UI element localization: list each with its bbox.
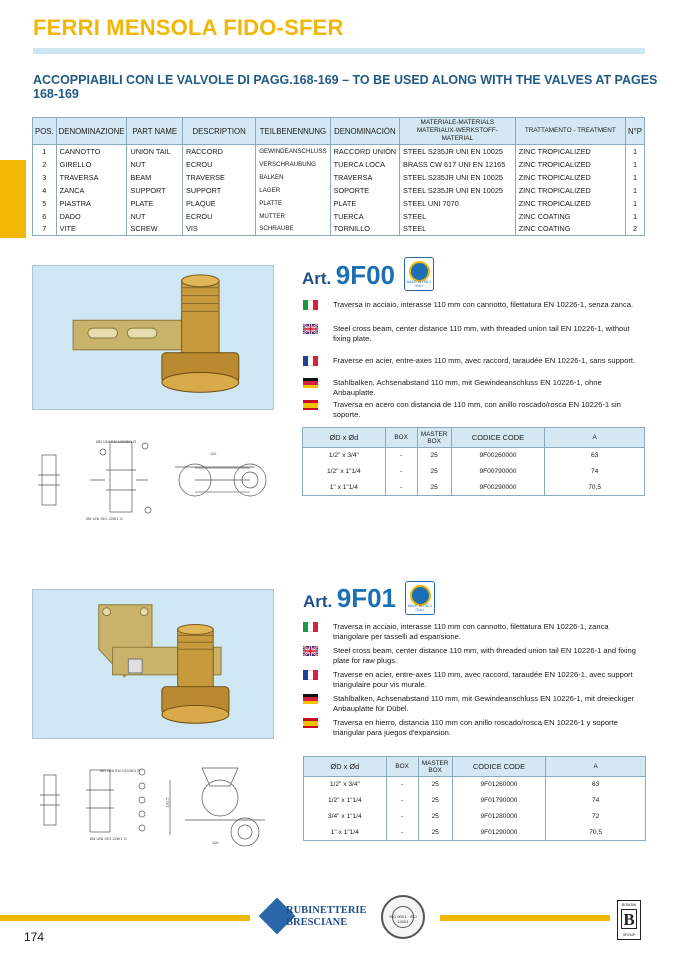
table-row: [303, 464, 645, 480]
table-cell: 9F01280000: [452, 809, 546, 825]
table-cell: NUT: [127, 158, 183, 171]
made-in-italy-badge: [404, 257, 434, 291]
table-cell: 72: [546, 809, 646, 825]
table-cell: 74: [545, 464, 645, 480]
technical-drawing-9f00: [30, 430, 276, 530]
group-logo-bottom: GROUP: [622, 933, 636, 937]
table-cell: PLATE: [127, 197, 183, 210]
col-header: A: [546, 757, 646, 777]
table-cell: 9F00290000: [451, 480, 545, 496]
col-header: BOX: [385, 428, 417, 448]
table-cell: -: [385, 480, 417, 496]
table-row: [304, 793, 646, 809]
table-cell: 1/2" x 3/4": [304, 777, 387, 793]
table-cell: BRASS CW 617 UNI EN 12165: [400, 158, 516, 171]
col-header: DESCRIPTION: [183, 118, 256, 145]
art-label: Art.: [303, 592, 333, 611]
table-row: [303, 448, 645, 464]
article-code: 9F00: [335, 260, 395, 290]
col-header: TEILBENENNUNG: [256, 118, 330, 145]
table-cell: SCREW: [127, 223, 183, 236]
table-cell: UNION TAIL: [127, 145, 183, 158]
table-cell: STEEL: [400, 210, 516, 223]
technical-drawing-9f01: [30, 760, 276, 852]
article-heading-9f00: [302, 260, 395, 291]
table-cell: CANNOTTO: [56, 145, 127, 158]
table-cell: ZINC TROPICALIZED: [515, 197, 625, 210]
footer-bar-left: [0, 915, 250, 921]
col-header: BOX: [386, 757, 418, 777]
table-cell: ZINC TROPICALIZED: [515, 158, 625, 171]
france-flag-icon: [303, 356, 318, 366]
descriptions-9f00: Traversa in acciaio, interasse 110 mm con cannotto, filettatura EN 10226-1, senza zanca. Steel cross beam, center distance 110 mm, with threaded union tail EN 10226-1, without fixing plate. Fraverse en acier, entre-axes 110 mm, avec raccord, taraudée EN 10226-1, sans support. Stahlbalken, Achsenabstand 110 mm, mit Gewindeanschluss EN 10226-1, ohne Anbauplatte. Traversa en acero con distancia de 110 mm, con anillo roscado/rosca EN 10226-1 sin soporte.: [303, 300, 646, 420]
table-cell: ECROU: [183, 210, 256, 223]
table-cell: 1" x 1"1/4: [304, 825, 387, 841]
table-cell: LAGER: [256, 184, 330, 197]
table-cell: 25: [417, 464, 451, 480]
table-cell: 70,5: [545, 480, 645, 496]
table-cell: BEAM: [127, 171, 183, 184]
uk-flag-icon: [303, 324, 318, 334]
col-header: MATERIALE-MATERIALS MATERIAUX-WERKSTOFF- MATERIAL: [400, 118, 516, 145]
col-header: MASTER BOX: [417, 428, 451, 448]
table-cell: 1: [626, 171, 645, 184]
table-cell: MUTTER: [256, 210, 330, 223]
table-cell: 63: [545, 448, 645, 464]
table-cell: PIASTRA: [56, 197, 127, 210]
table-cell: 1: [33, 145, 57, 158]
codes-table-9f01: [303, 756, 646, 841]
germany-flag-icon: [303, 378, 318, 388]
table-cell: -: [386, 825, 418, 841]
col-header: CODICE CODE: [452, 757, 546, 777]
table-cell: -: [386, 793, 418, 809]
col-header: MASTER BOX: [418, 757, 452, 777]
table-cell: 3/4" x 1"1/4: [304, 809, 387, 825]
footer-bar-right: [440, 915, 610, 921]
product-photo-9f01: [32, 589, 274, 739]
table-cell: 1/2" x 1"1/4: [304, 793, 387, 809]
drawing-label-thread-top: ØD UNI EN 10226/1 R: [96, 439, 137, 444]
table-cell: -: [386, 809, 418, 825]
title-underline: [33, 48, 645, 54]
table-cell: -: [385, 464, 417, 480]
table-cell: SOPORTE: [330, 184, 399, 197]
article-code: 9F01: [336, 583, 396, 613]
col-header: TRATTAMENTO - TREATMENT: [515, 118, 625, 145]
table-row: [33, 184, 645, 197]
parts-table: [32, 117, 645, 236]
table-cell: RACCORD: [183, 145, 256, 158]
table-cell: 1: [626, 184, 645, 197]
iso-certification-seal: [381, 895, 425, 939]
table-cell: TUERCA: [330, 210, 399, 223]
italy-flag-icon: [303, 300, 318, 310]
france-flag-icon: [303, 670, 318, 680]
table-cell: SUPPORT: [127, 184, 183, 197]
drawing-label-thread-bottom: Ød UNI ISO 228/1 G: [86, 516, 123, 521]
col-header: DENOMINACIÓN: [330, 118, 399, 145]
table-cell: 4: [33, 184, 57, 197]
table-cell: 1/2" x 3/4": [303, 448, 386, 464]
descriptions-9f01: Traversa in acciaio, interasse 110 mm con cannotto, filettatura EN 10226-1, zanca triangolare per tasselli ad espansione. Steel cross beam, center distance 110 mm, with threaded union tail EN 10226-1 and fixing plate for raw plugs. Traverse en acier, entre-axes 110 mm, avec raccord, taraudée EN 10226-1, avec support triangulaire pour vis murale. Stahlbalken, Achsenabstand 110 mm, mit Gewindeanschluss EN 10226-1, mit dreieckiger Anbauplatte für Dübel. Traversa en hierro, distancia 110 mm con anillo roscado/rosca EN 10226-1 y soporte triangular para juegos d'expansion.: [303, 622, 646, 742]
table-row: [304, 825, 646, 841]
table-cell: 25: [417, 448, 451, 464]
table-row: [33, 145, 645, 158]
seal-caption: ISO 9001 · ISO 14001: [389, 914, 417, 924]
table-cell: TORNILLO: [330, 223, 399, 236]
table-cell: 1: [626, 197, 645, 210]
table-cell: STEEL S235JR UNI EN 10025: [400, 184, 516, 197]
table-cell: 1: [626, 145, 645, 158]
table-cell: BALKEN: [256, 171, 330, 184]
col-header: PART NAME: [127, 118, 183, 145]
article-heading-9f01: [303, 583, 396, 614]
table-cell: ECROU: [183, 158, 256, 171]
section-tab: [0, 160, 26, 238]
group-logo: [617, 900, 641, 940]
table-row: [33, 223, 645, 236]
table-cell: ZINC TROPICALIZED: [515, 184, 625, 197]
table-row: [304, 777, 646, 793]
table-cell: RACCORD UNION: [330, 145, 399, 158]
uk-flag-icon: [303, 646, 318, 656]
table-cell: TRAVERSA: [56, 171, 127, 184]
brand-line-1: RUBINETTERIE: [286, 905, 367, 916]
table-cell: 2: [626, 223, 645, 236]
table-cell: 3: [33, 171, 57, 184]
drawing-label-height: 102.5: [164, 797, 170, 808]
table-cell: STEEL: [400, 223, 516, 236]
group-logo-top: BONOMI: [621, 903, 637, 907]
table-cell: 9F01260000: [452, 777, 546, 793]
table-cell: ZINC TROPICALIZED: [515, 171, 625, 184]
table-cell: SCHRAUBE: [256, 223, 330, 236]
table-cell: 25: [418, 809, 452, 825]
table-cell: PLAQUE: [183, 197, 256, 210]
table-row: [33, 210, 645, 223]
col-header: DENOMINAZIONE: [56, 118, 127, 145]
table-cell: ZANCA: [56, 184, 127, 197]
table-cell: TUERCA LOCA: [330, 158, 399, 171]
table-cell: 5: [33, 197, 57, 210]
table-cell: 25: [418, 793, 452, 809]
drawing-label-thread-bottom: Ød UNI ISO 228/1 G: [90, 836, 127, 841]
table-cell: 9F01790000: [452, 793, 546, 809]
table-cell: 25: [418, 825, 452, 841]
made-in-italy-badge: [405, 581, 435, 615]
col-header: ØD x Ød: [304, 757, 387, 777]
spain-flag-icon: [303, 718, 318, 728]
col-header: POS.: [33, 118, 57, 145]
brand-logo: [262, 898, 374, 938]
page-subtitle: ACCOPPIABILI CON LE VALVOLE DI PAGG.168-169 – TO BE USED ALONG WITH THE VALVES AT PAGES 168-169: [33, 73, 658, 101]
table-cell: STEEL S235JR UNI EN 10025: [400, 145, 516, 158]
table-cell: -: [386, 777, 418, 793]
drawing-label-dimension: 110: [212, 840, 219, 845]
globe-icon: [409, 261, 430, 282]
table-cell: VITE: [56, 223, 127, 236]
table-cell: STEEL S235JR UNI EN 10025: [400, 171, 516, 184]
table-cell: GIRELLO: [56, 158, 127, 171]
table-cell: 25: [418, 777, 452, 793]
table-cell: 25: [417, 480, 451, 496]
table-cell: 9F01290000: [452, 825, 546, 841]
table-cell: DADO: [56, 210, 127, 223]
table-cell: -: [385, 448, 417, 464]
table-row: [33, 197, 645, 210]
codes-table-9f00: [302, 427, 645, 496]
table-cell: ZINC COATING: [515, 210, 625, 223]
table-cell: PLATTE: [256, 197, 330, 210]
table-cell: 70,5: [546, 825, 646, 841]
col-header: CODICE CODE: [451, 428, 545, 448]
drawing-label-dimension: 110: [210, 451, 217, 456]
page-title: FERRI MENSOLA FIDO-SFER: [33, 15, 344, 40]
table-cell: 1" x 1"1/4: [303, 480, 386, 496]
table-cell: TRAVERSE: [183, 171, 256, 184]
col-header: ØD x Ød: [303, 428, 386, 448]
group-logo-letter: B: [621, 909, 637, 929]
parts-table-header: [33, 118, 645, 145]
table-cell: 9F00260000: [451, 448, 545, 464]
table-cell: SUPPORT: [183, 184, 256, 197]
drawing-label-thread-top: ØD UNI EN 10226/1 R: [100, 768, 141, 773]
spain-flag-icon: [303, 400, 318, 410]
brand-line-2: BRESCIANE: [286, 917, 348, 928]
table-cell: 7: [33, 223, 57, 236]
globe-icon: [410, 585, 431, 606]
table-cell: GEWINDEANSCHLUSS: [256, 145, 330, 158]
table-cell: 1: [626, 210, 645, 223]
table-cell: 1/2" x 1"1/4: [303, 464, 386, 480]
italy-flag-icon: [303, 622, 318, 632]
table-cell: 63: [546, 777, 646, 793]
product-photo-9f00: [32, 265, 274, 410]
col-header: N°P: [626, 118, 645, 145]
table-row: [33, 158, 645, 171]
table-cell: VIS: [183, 223, 256, 236]
table-cell: STEEL UNI 7070: [400, 197, 516, 210]
table-cell: 9F00790000: [451, 464, 545, 480]
table-cell: 6: [33, 210, 57, 223]
table-row: [33, 171, 645, 184]
badge-caption: MADE IN ITALY ONLY: [407, 604, 433, 612]
art-label: Art.: [302, 269, 332, 288]
table-cell: VERSCHRAUBUNG: [256, 158, 330, 171]
table-cell: PLATE: [330, 197, 399, 210]
badge-caption: MADE IN ITALY ONLY: [406, 280, 432, 288]
table-row: [303, 480, 645, 496]
table-cell: TRAVERSA: [330, 171, 399, 184]
table-cell: 74: [546, 793, 646, 809]
table-cell: 1: [626, 158, 645, 171]
page-number: 174: [24, 930, 45, 944]
col-header: A: [545, 428, 645, 448]
table-cell: NUT: [127, 210, 183, 223]
table-row: [304, 809, 646, 825]
germany-flag-icon: [303, 694, 318, 704]
table-cell: ZINC TROPICALIZED: [515, 145, 625, 158]
table-cell: 2: [33, 158, 57, 171]
table-cell: ZINC COATING: [515, 223, 625, 236]
